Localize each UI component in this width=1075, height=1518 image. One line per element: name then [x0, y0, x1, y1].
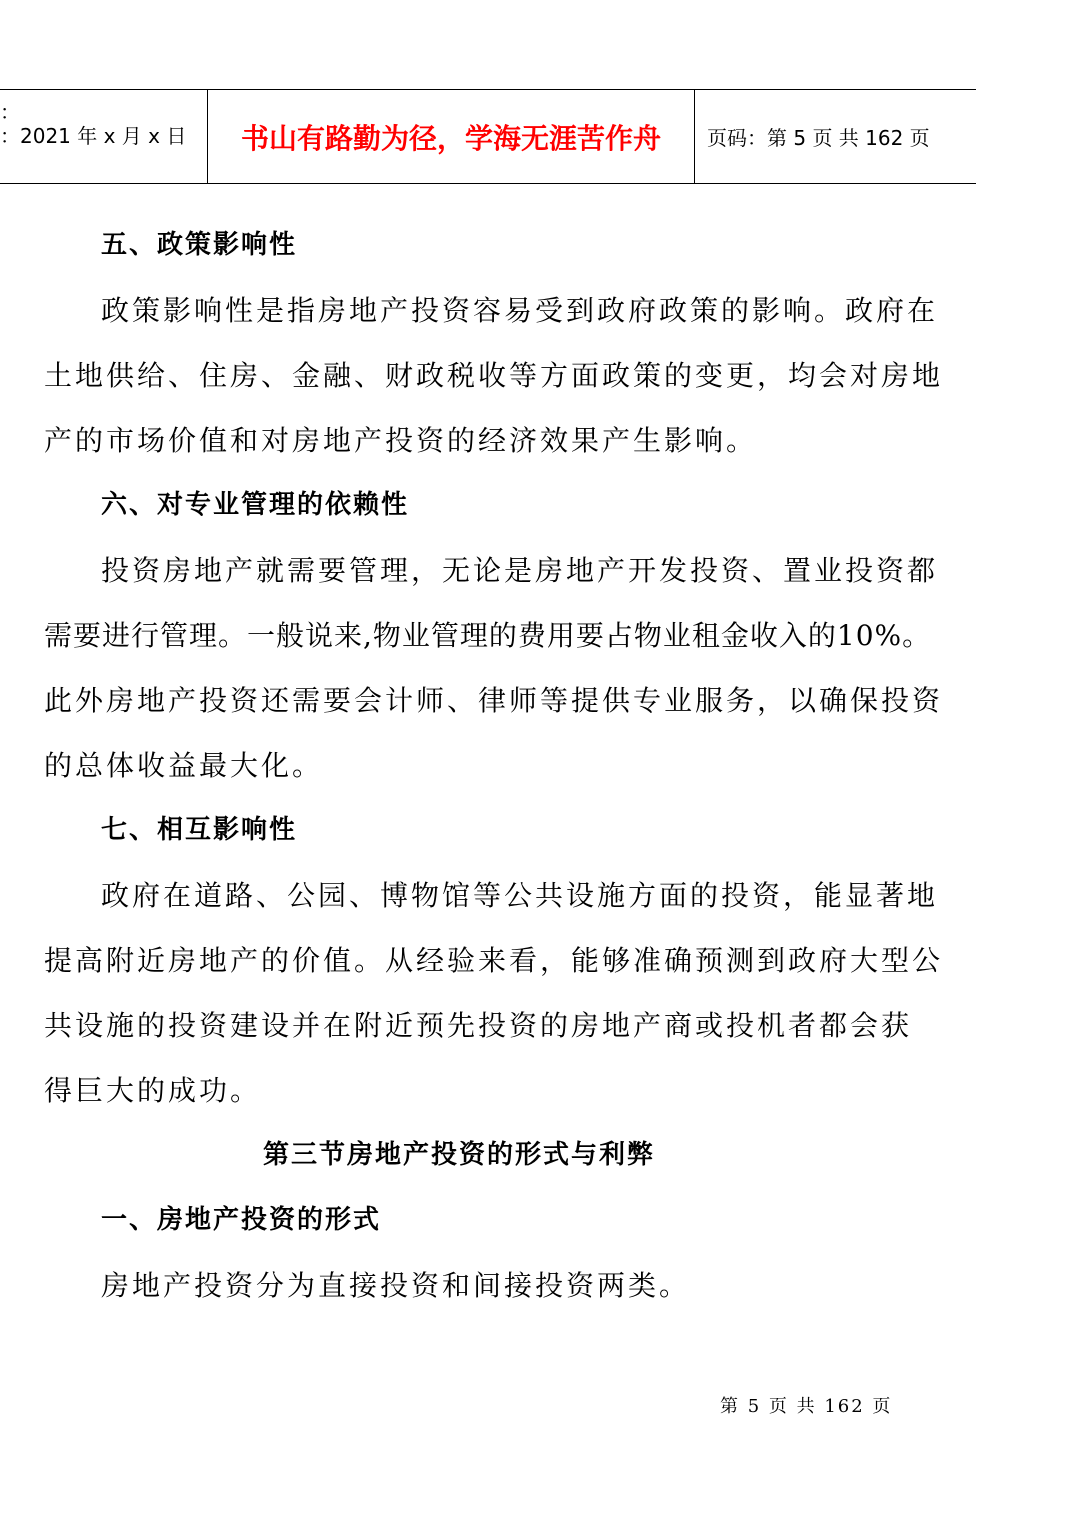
section-heading-1: 一、房地产投资的形式: [101, 1205, 382, 1235]
paragraph-line: 房地产投资分为直接投资和间接投资两类。: [101, 1269, 691, 1302]
paragraph-line: 产的市场价值和对房地产投资的经济效果产生影响。: [44, 424, 758, 457]
header-motto: 书山有路勤为径，学海无涯苦作舟: [208, 90, 695, 183]
paragraph-line: 此外房地产投资还需要会计师、律师等提供专业服务，以确保投资: [44, 684, 944, 717]
page-header: [0, 89, 976, 184]
paragraph-line: 土地供给、住房、金融、财政税收等方面政策的变更，均会对房地: [44, 359, 944, 392]
page-footer: 第 5 页 共 162 页: [720, 1396, 893, 1417]
paragraph-line: 投资房地产就需要管理，无论是房地产开发投资、置业投资都: [101, 554, 939, 587]
chapter-section-title: 第三节房地产投资的形式与利弊: [262, 1140, 655, 1170]
paragraph-line: 政府在道路、公园、博物馆等公共设施方面的投资，能显著地: [101, 879, 939, 912]
header-page-info: 页码：第 5 页 共 162 页: [707, 126, 930, 150]
header-date-cell: [0, 90, 208, 183]
paragraph-line: 的总体收益最大化。: [44, 749, 324, 782]
paragraph-line: 得巨大的成功。: [44, 1074, 262, 1107]
header-colon: ：: [0, 100, 20, 124]
document-body: [44, 213, 944, 1318]
paragraph-line: 政策影响性是指房地产投资容易受到政府政策的影响。政府在: [101, 294, 939, 327]
section-heading-6: 六、对专业管理的依赖性: [101, 490, 410, 520]
paragraph-line: 需要进行管理。一般说来,物业管理的费用要占物业租金收入的10%。: [44, 619, 932, 652]
paragraph-line: 提高附近房地产的价值。从经验来看，能够准确预测到政府大型公: [44, 944, 944, 977]
paragraph-line: 共设施的投资建设并在附近预先投资的房地产商或投机者都会获: [44, 1009, 913, 1042]
header-date: ：2021 年 x 月 x 日: [0, 124, 187, 148]
section-heading-5: 五、政策影响性: [101, 230, 298, 260]
section-heading-7: 七、相互影响性: [101, 815, 298, 845]
